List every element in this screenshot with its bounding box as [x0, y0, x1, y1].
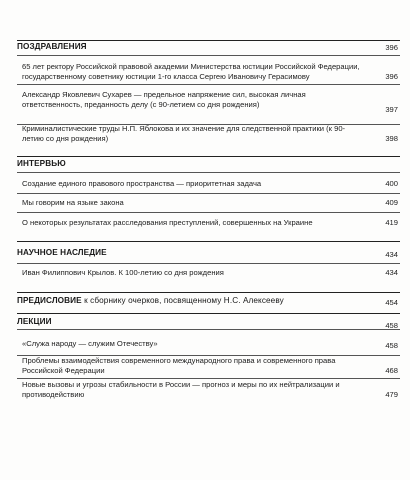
section-title-lectures: ЛЕКЦИИ: [17, 317, 52, 326]
toc-entry-page: 479: [385, 390, 398, 399]
section-divider: [17, 263, 400, 264]
toc-entry-page: 434: [385, 268, 398, 277]
section-title-foreword[interactable]: [17, 296, 399, 306]
foreword-subtitle: к сборнику очерков, посвященному Н.С. Алексееву: [81, 296, 284, 305]
section-divider: [17, 241, 400, 242]
toc-entry[interactable]: Создание единого правового пространства — приоритетная задача: [22, 179, 262, 188]
section-page-number: 454: [385, 298, 398, 307]
toc-entry-page: 396: [385, 72, 398, 81]
section-divider: [17, 292, 400, 293]
section-divider: [17, 55, 400, 56]
toc-entry[interactable]: Иван Филиппович Крылов. К 100-летию со дня рождения: [22, 268, 224, 277]
toc-entry-page: 468: [385, 366, 398, 375]
toc-entry[interactable]: Проблемы взаимодействия современного международного права и современного права Российской Федерации: [22, 356, 336, 375]
section-title-interview: ИНТЕРВЬЮ: [17, 159, 66, 168]
entry-divider: [17, 378, 400, 379]
toc-entry[interactable]: О некоторых результатах расследования преступлений, совершенных на Украине: [22, 218, 313, 227]
toc-entry[interactable]: Мы говорим на языке закона: [22, 198, 124, 207]
section-page-number: 434: [385, 250, 398, 259]
toc-entry[interactable]: 65 лет ректору Российской правовой академии Министерства юстиции Российской Федерации, государственному советнику юстиции 1-го класса Сергею Ивановичу Герасимову: [22, 62, 360, 81]
entry-divider: [17, 193, 400, 194]
section-page-number: 458: [385, 321, 398, 330]
toc-entry[interactable]: Криминалистические труды Н.П. Яблокова и их значение для следственной практики (к 90-летию со дня рождения): [22, 124, 346, 143]
toc-entry-page: 419: [385, 218, 398, 227]
toc-entry-page: 400: [385, 179, 398, 188]
section-divider: [17, 156, 400, 157]
foreword-title: ПРЕДИСЛОВИЕ: [17, 296, 82, 305]
section-divider: [17, 313, 400, 314]
section-divider: [17, 329, 400, 330]
toc-entry[interactable]: «Служа народу — служим Отечеству»: [22, 339, 158, 348]
toc-entry-page: 398: [385, 134, 398, 143]
toc-entry-page: 397: [385, 105, 398, 114]
section-title-congratulations: ПОЗДРАВЛЕНИЯ: [17, 42, 87, 51]
section-page-number: 396: [385, 43, 398, 52]
toc-entry[interactable]: Новые вызовы и угрозы стабильности в России — прогноз и меры по их нейтрализации и противодействию: [22, 380, 340, 399]
entry-divider: [17, 212, 400, 213]
toc-entry-page: 409: [385, 198, 398, 207]
section-title-heritage: НАУЧНОЕ НАСЛЕДИЕ: [17, 248, 107, 257]
entry-divider: [17, 84, 400, 85]
toc-entry-page: 458: [385, 341, 398, 350]
toc-entry[interactable]: Александр Яковлевич Сухарев — предельное напряжение сил, высокая личная ответственность, преданность делу (с 90-летием со дня рождения): [22, 90, 306, 109]
section-divider: [17, 172, 400, 173]
section-divider: [17, 40, 400, 41]
